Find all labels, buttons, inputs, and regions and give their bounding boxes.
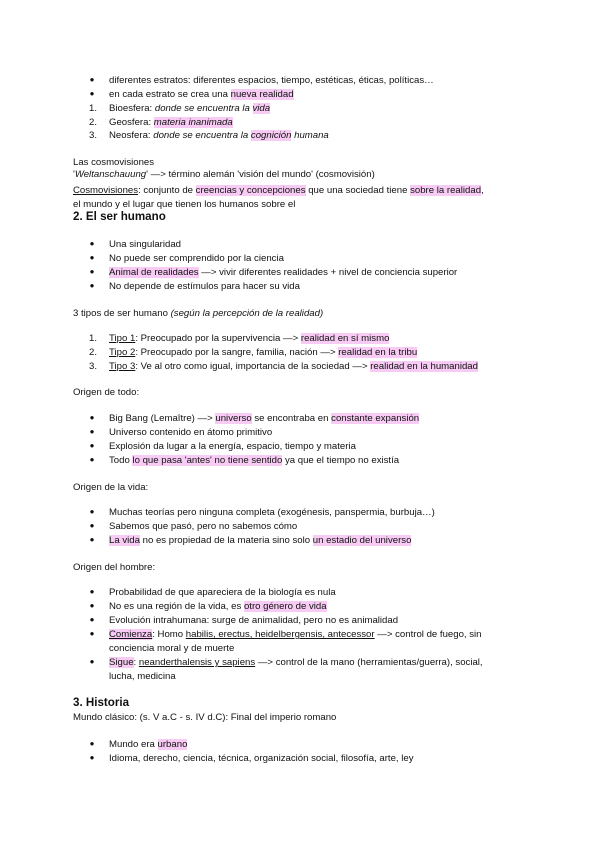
highlighted-text: nueva realidad [230, 89, 294, 100]
text-run: No es una región de la vida, es [109, 601, 244, 612]
text-run: , [481, 185, 484, 196]
highlighted-text: cognición [250, 130, 292, 141]
highlighted-text: urbano [157, 739, 188, 750]
bullet-marker: ● [89, 753, 95, 762]
list-item [109, 670, 176, 683]
list-item [109, 129, 329, 142]
text-run: : Homo [152, 629, 186, 640]
bullet-marker: ● [89, 441, 95, 450]
highlighted-text: creencias y concepciones [195, 185, 306, 196]
list-item [109, 738, 187, 751]
text-run: Tipo 2 [109, 347, 136, 358]
text-run: : [133, 657, 139, 668]
text-run: Neosfera: [109, 130, 154, 141]
bullet-marker: ● [89, 535, 95, 544]
list-item [109, 426, 272, 439]
text-run: se encontraba en [251, 413, 332, 424]
text-run: humana [291, 130, 329, 141]
bullet-marker: ● [89, 427, 95, 436]
list-item [109, 252, 284, 265]
text-run: Todo [109, 455, 133, 466]
text-run: conciencia moral y de muerte [109, 643, 235, 654]
list-item [109, 752, 414, 765]
text-run: ' —> término alemán 'visión del mundo' (cosmovisión) [146, 169, 375, 180]
highlighted-text: Sigue [109, 657, 134, 668]
section-heading [73, 696, 129, 709]
text-run: Origen de todo: [73, 387, 140, 398]
bullet-marker: ● [89, 521, 95, 530]
list-item [109, 280, 300, 293]
paragraph-line [73, 168, 375, 181]
bullet-marker: ● [89, 253, 95, 262]
text-run: Explosión da lugar a la energía, espacio, tiempo y materia [109, 441, 356, 452]
text-run: —> vivir diferentes realidades + nivel de conciencia superior [198, 267, 458, 278]
text-run: no es propiedad de la materia sino solo [139, 535, 313, 546]
text-run: Universo contenido en átomo primitivo [109, 427, 273, 438]
text-run: Origen del hombre: [73, 562, 156, 573]
text-run: Bioesfera: [109, 103, 155, 114]
list-number: 3. [88, 130, 97, 141]
text-run: Tipo 1 [109, 333, 136, 344]
paragraph-line [73, 307, 323, 320]
paragraph-line [73, 481, 148, 494]
text-run: Sabemos que pasó, pero no sabemos cómo [109, 521, 298, 532]
text-run: : Preocupado por la sangre, familia, nación —> [135, 347, 339, 358]
bullet-marker: ● [89, 267, 95, 276]
highlighted-text: Comienza [109, 629, 153, 640]
paragraph-line [73, 561, 155, 574]
list-item [109, 656, 483, 669]
list-item [109, 74, 434, 87]
bullet-marker: ● [89, 657, 95, 666]
text-run: ya que el tiempo no existía [282, 455, 400, 466]
list-number: 3. [88, 361, 97, 372]
text-run: el mundo y el lugar que tienen los humanos sobre el [73, 199, 296, 210]
list-item [109, 614, 398, 627]
list-item [109, 520, 297, 533]
list-number: 1. [88, 103, 97, 114]
text-run: Probabilidad de que apareciera de la biología es nula [109, 587, 336, 598]
text-run: No puede ser comprendido por la ciencia [109, 253, 284, 264]
text-run: 2. El ser humano [73, 210, 166, 223]
bullet-marker: ● [89, 75, 95, 84]
bullet-marker: ● [89, 89, 95, 98]
list-number: 2. [88, 117, 97, 128]
list-item [109, 360, 478, 373]
list-item [109, 238, 181, 251]
text-run: que una sociedad tiene [305, 185, 411, 196]
highlighted-text: un estadio del universo [312, 535, 412, 546]
text-run: Origen de la vida: [73, 482, 149, 493]
text-run: Big Bang (Lemaître) —> [109, 413, 216, 424]
text-run: No depende de estímulos para hacer su vida [109, 281, 300, 292]
bullet-marker: ● [89, 601, 95, 610]
text-run: (según la percepción de la realidad) [170, 308, 324, 319]
list-item [109, 332, 389, 345]
highlighted-text: Animal de realidades [109, 267, 199, 278]
text-run: lucha, medicina [109, 671, 176, 682]
list-item [109, 642, 234, 655]
bullet-marker: ● [89, 413, 95, 422]
highlighted-text: constante expansión [331, 413, 420, 424]
highlighted-text: materia inanimada [153, 117, 233, 128]
list-item [109, 628, 482, 641]
list-item [109, 266, 457, 279]
list-item [109, 116, 233, 129]
highlighted-text: lo que pasa 'antes' no tiene sentido [132, 455, 283, 466]
list-item [109, 600, 327, 613]
text-run: Muchas teorías pero ninguna completa (exogénesis, panspermia, burbuja…) [109, 507, 435, 518]
text-run: Idioma, derecho, ciencia, técnica, organización social, filosofía, arte, ley [109, 753, 414, 764]
list-item [109, 102, 270, 115]
text-run: neanderthalensis y sapiens [138, 657, 256, 668]
text-run: 3 tipos de ser humano [73, 308, 171, 319]
bullet-marker: ● [89, 739, 95, 748]
text-run: Geosfera: [109, 117, 154, 128]
text-run: —> control de fuego, sin [374, 629, 482, 640]
text-run: ' [73, 169, 75, 180]
bullet-marker: ● [89, 615, 95, 624]
text-run: : conjunto de [138, 185, 196, 196]
list-number: 2. [88, 347, 97, 358]
highlighted-text: otro género de vida [243, 601, 327, 612]
list-item [109, 412, 419, 425]
text-run: en cada estrato se crea una [109, 89, 231, 100]
highlighted-text: realidad en sí mismo [300, 333, 390, 344]
text-run: diferentes estratos: diferentes espacios, tiempo, estéticas, éticas, políticas… [109, 75, 434, 86]
section-heading [73, 210, 166, 223]
text-run: : Ve al otro como igual, importancia de la sociedad —> [135, 361, 371, 372]
text-run: habilis, erectus, heidelbergensis, antecessor [185, 629, 375, 640]
text-run: : Preocupado por la supervivencia —> [135, 333, 301, 344]
paragraph-line [73, 386, 139, 399]
paragraph-line [73, 184, 484, 197]
bullet-marker: ● [89, 239, 95, 248]
text-run: donde se encuentra la [154, 103, 253, 114]
highlighted-text: universo [215, 413, 252, 424]
text-run: 3. Historia [73, 696, 130, 709]
highlighted-text: realidad en la tribu [338, 347, 418, 358]
text-run: Weltanschauung [74, 169, 147, 180]
highlighted-text: La vida [109, 535, 140, 546]
text-run: —> control de la mano (herramientas/guerra), social, [255, 657, 483, 668]
list-item [109, 534, 411, 547]
paragraph-line [73, 711, 336, 724]
list-item [109, 346, 417, 359]
text-run: Evolución intrahumana: surge de animalidad, pero no es animalidad [109, 615, 399, 626]
bullet-marker: ● [89, 507, 95, 516]
highlighted-text: sobre la realidad [410, 185, 482, 196]
text-run: Una singularidad [109, 239, 181, 250]
bullet-marker: ● [89, 629, 95, 638]
highlighted-text: realidad en la humanidad [370, 361, 478, 372]
highlighted-text: vida [252, 103, 271, 114]
list-item [109, 506, 435, 519]
bullet-marker: ● [89, 455, 95, 464]
bullet-marker: ● [89, 587, 95, 596]
list-item [109, 88, 294, 101]
list-item [109, 454, 399, 467]
list-item [109, 440, 356, 453]
text-run: Tipo 3 [109, 361, 136, 372]
text-run: Mundo clásico: (s. V a.C - s. IV d.C): Final del imperio romano [73, 712, 337, 723]
bullet-marker: ● [89, 281, 95, 290]
text-run: donde se encuentra la [153, 130, 251, 141]
text-run: Las cosmovisiones [73, 157, 155, 168]
list-item [109, 586, 336, 599]
list-number: 1. [88, 333, 97, 344]
text-run: Mundo era [109, 739, 158, 750]
text-run: Cosmovisiones [73, 185, 139, 196]
